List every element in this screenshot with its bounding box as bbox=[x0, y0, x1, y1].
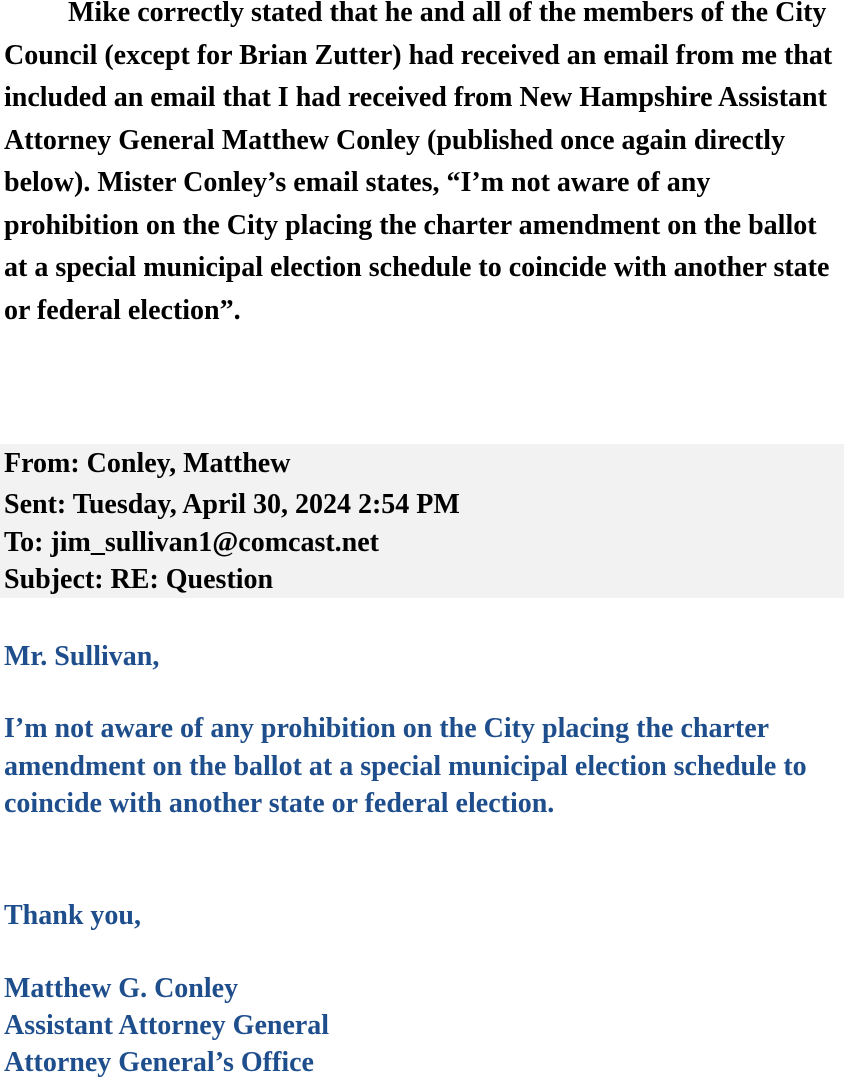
email-closing: Thank you, bbox=[4, 900, 141, 931]
email-greeting: Mr. Sullivan, bbox=[4, 641, 160, 672]
email-sent: Sent: Tuesday, April 30, 2024 2:54 PM bbox=[4, 489, 460, 520]
signature-title: Assistant Attorney General bbox=[4, 1010, 330, 1041]
email-to: To: jim_sullivan1@comcast.net bbox=[4, 527, 380, 558]
email-header-block bbox=[0, 444, 844, 598]
email-from: From: Conley, Matthew bbox=[4, 448, 291, 479]
intro-paragraph: Mike correctly stated that he and all of the members of the City Council (except for Brian Zutter) had received an email from me that included an email that I had received from New Hampshire Assistant Attorney General Matthew Conley (published once again directly below). Mister Conley’s email states, “I’m not aware of any prohibition on the City placing the charter amendment on the ballot at a special municipal election schedule to coincide with another state or federal election”. bbox=[4, 0, 833, 326]
signature-office: Attorney General’s Office bbox=[4, 1047, 314, 1078]
email-message: I’m not aware of any prohibition on the City placing the charter amendment on the ballot at a special municipal election schedule to coincide with another state or federal election. bbox=[4, 713, 807, 819]
signature-name: Matthew G. Conley bbox=[4, 973, 239, 1004]
email-subject: Subject: RE: Question bbox=[4, 564, 274, 595]
